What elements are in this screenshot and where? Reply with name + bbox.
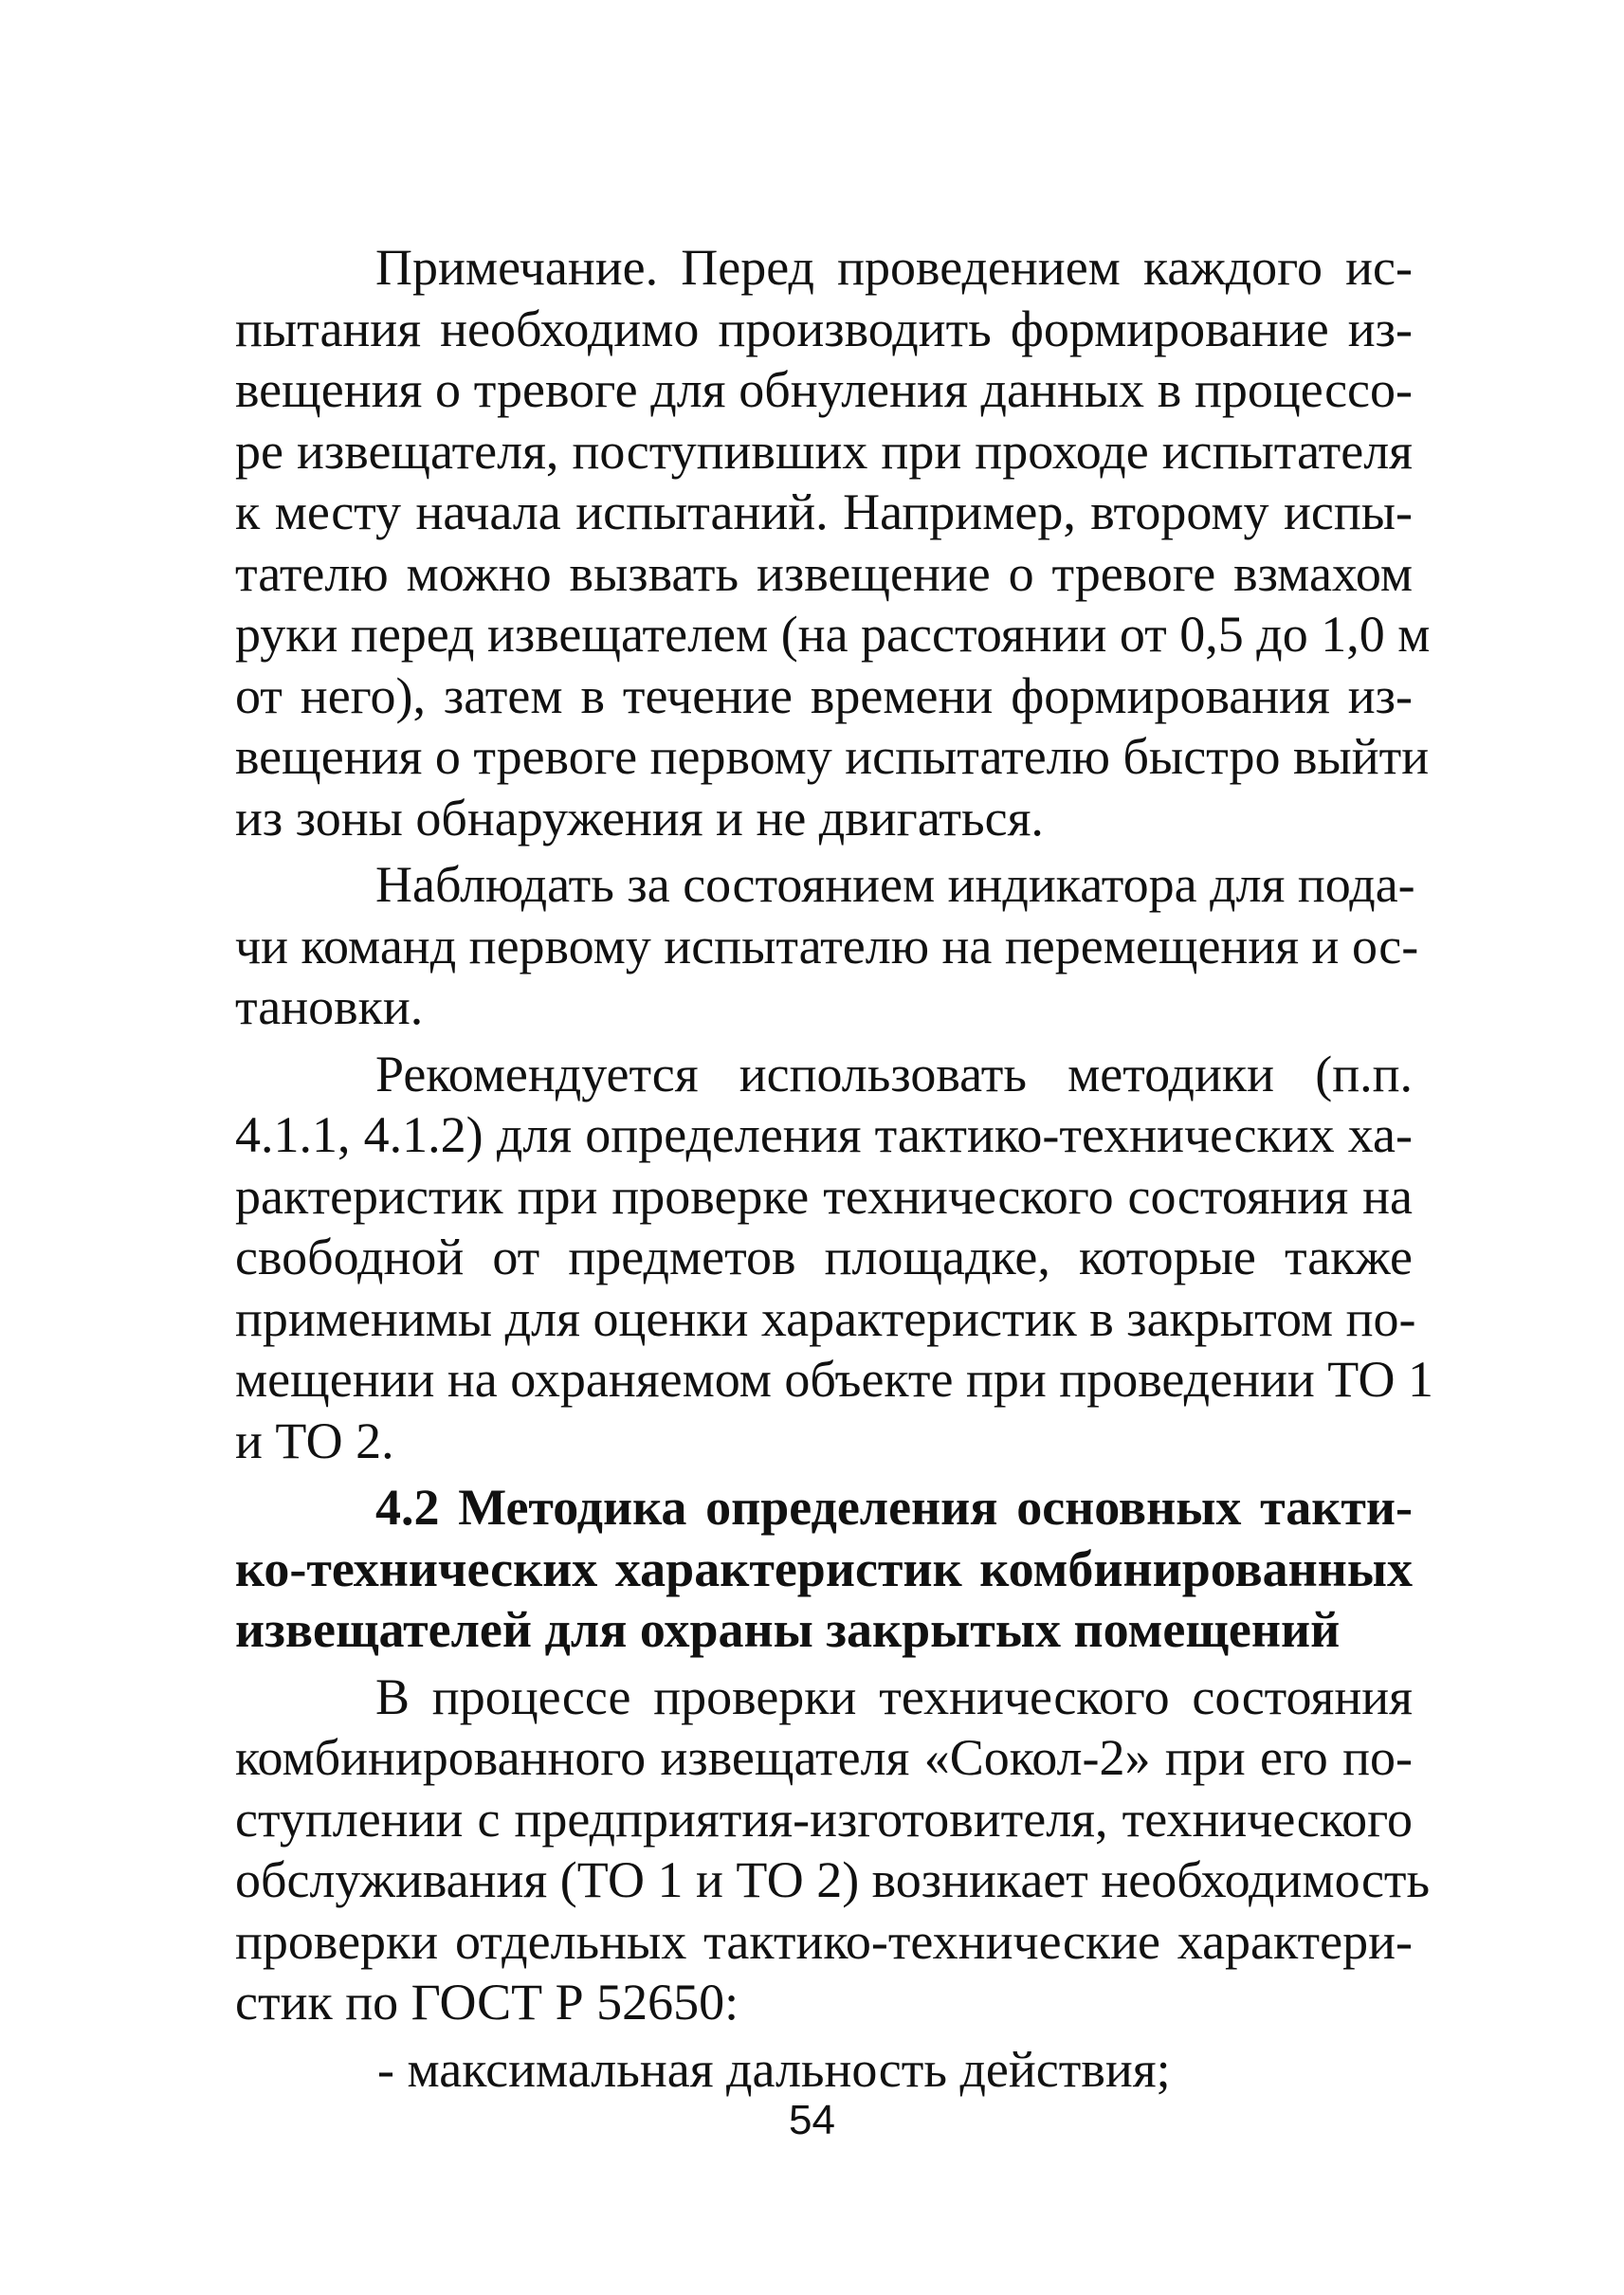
text-line: В процессе проверки технического состояния [375, 1667, 1413, 1725]
section-heading [235, 1477, 1413, 1661]
text-line: от него), затем в течение времени формирования из- [235, 666, 1413, 724]
text-line: мещении на охраняемом объекте при проведении ТО 1 [235, 1351, 1434, 1408]
paragraph-note [235, 237, 1431, 848]
text-line: стик по ГОСТ Р 52650: [235, 1974, 739, 2031]
text-line: чи команд первому испытателю на перемещения и ос- [235, 917, 1419, 974]
page-number: 54 [789, 2097, 835, 2143]
text-line: обслуживания (ТО 1 и ТО 2) возникает необходимость [235, 1851, 1431, 1908]
heading-line: ко-технических характеристик комбинированных [235, 1539, 1413, 1597]
list-characteristics [235, 2039, 1413, 2101]
paragraph-recommendation [235, 1044, 1434, 1472]
text-line: 4.1.1, 4.1.2) для определения тактико-технических ха- [235, 1106, 1413, 1163]
heading-line: 4.2 Методика определения основных такти- [375, 1479, 1413, 1536]
text-line: вещения о тревоге первому испытателю быстро выйти [235, 728, 1430, 785]
text-line: проверки отдельных тактико-технические характери- [235, 1912, 1413, 1970]
text-line: к месту начала испытаний. Например, второму испы- [235, 483, 1413, 540]
text-line: Рекомендуется использовать методики (п.п. [375, 1045, 1413, 1102]
text-line: применимы для оценки характеристик в закрытом по- [235, 1289, 1416, 1347]
text-line: тателю можно вызвать извещение о тревоге взмахом [235, 544, 1413, 602]
text-line: Примечание. Перед проведением каждого ис- [375, 239, 1413, 296]
text-line: и ТО 2. [235, 1412, 394, 1469]
text-line: вещения о тревоге для обнуления данных в процессо- [235, 361, 1413, 418]
document-page [235, 237, 1434, 2100]
text-line: руки перед извещателем (на расстоянии от 0,5 до 1,0 м [235, 606, 1431, 663]
text-line: Наблюдать за состоянием индикатора для пода- [375, 856, 1415, 913]
list-item: - максимальная дальность действия; [377, 2040, 1171, 2098]
text-line: пытания необходимо производить формирование из- [235, 300, 1413, 357]
heading-line: извещателей для охраны закрытых помещений [235, 1601, 1341, 1658]
text-line: свободной от предметов площадке, которые также [235, 1229, 1413, 1285]
text-line: комбинированного извещателя «Сокол-2» при его по- [235, 1729, 1413, 1786]
paragraph-verification [235, 1667, 1431, 2033]
text-line: тановки. [235, 978, 424, 1035]
text-line: ре извещателя, поступивших при проходе испытателя [235, 422, 1413, 480]
text-line: из зоны обнаружения и не двигаться. [235, 789, 1044, 847]
text-line: рактеристик при проверке технического состояния на [235, 1167, 1413, 1225]
paragraph-indicator [235, 854, 1419, 1038]
text-line: ступлении с предприятия-изготовителя, технического [235, 1790, 1413, 1848]
